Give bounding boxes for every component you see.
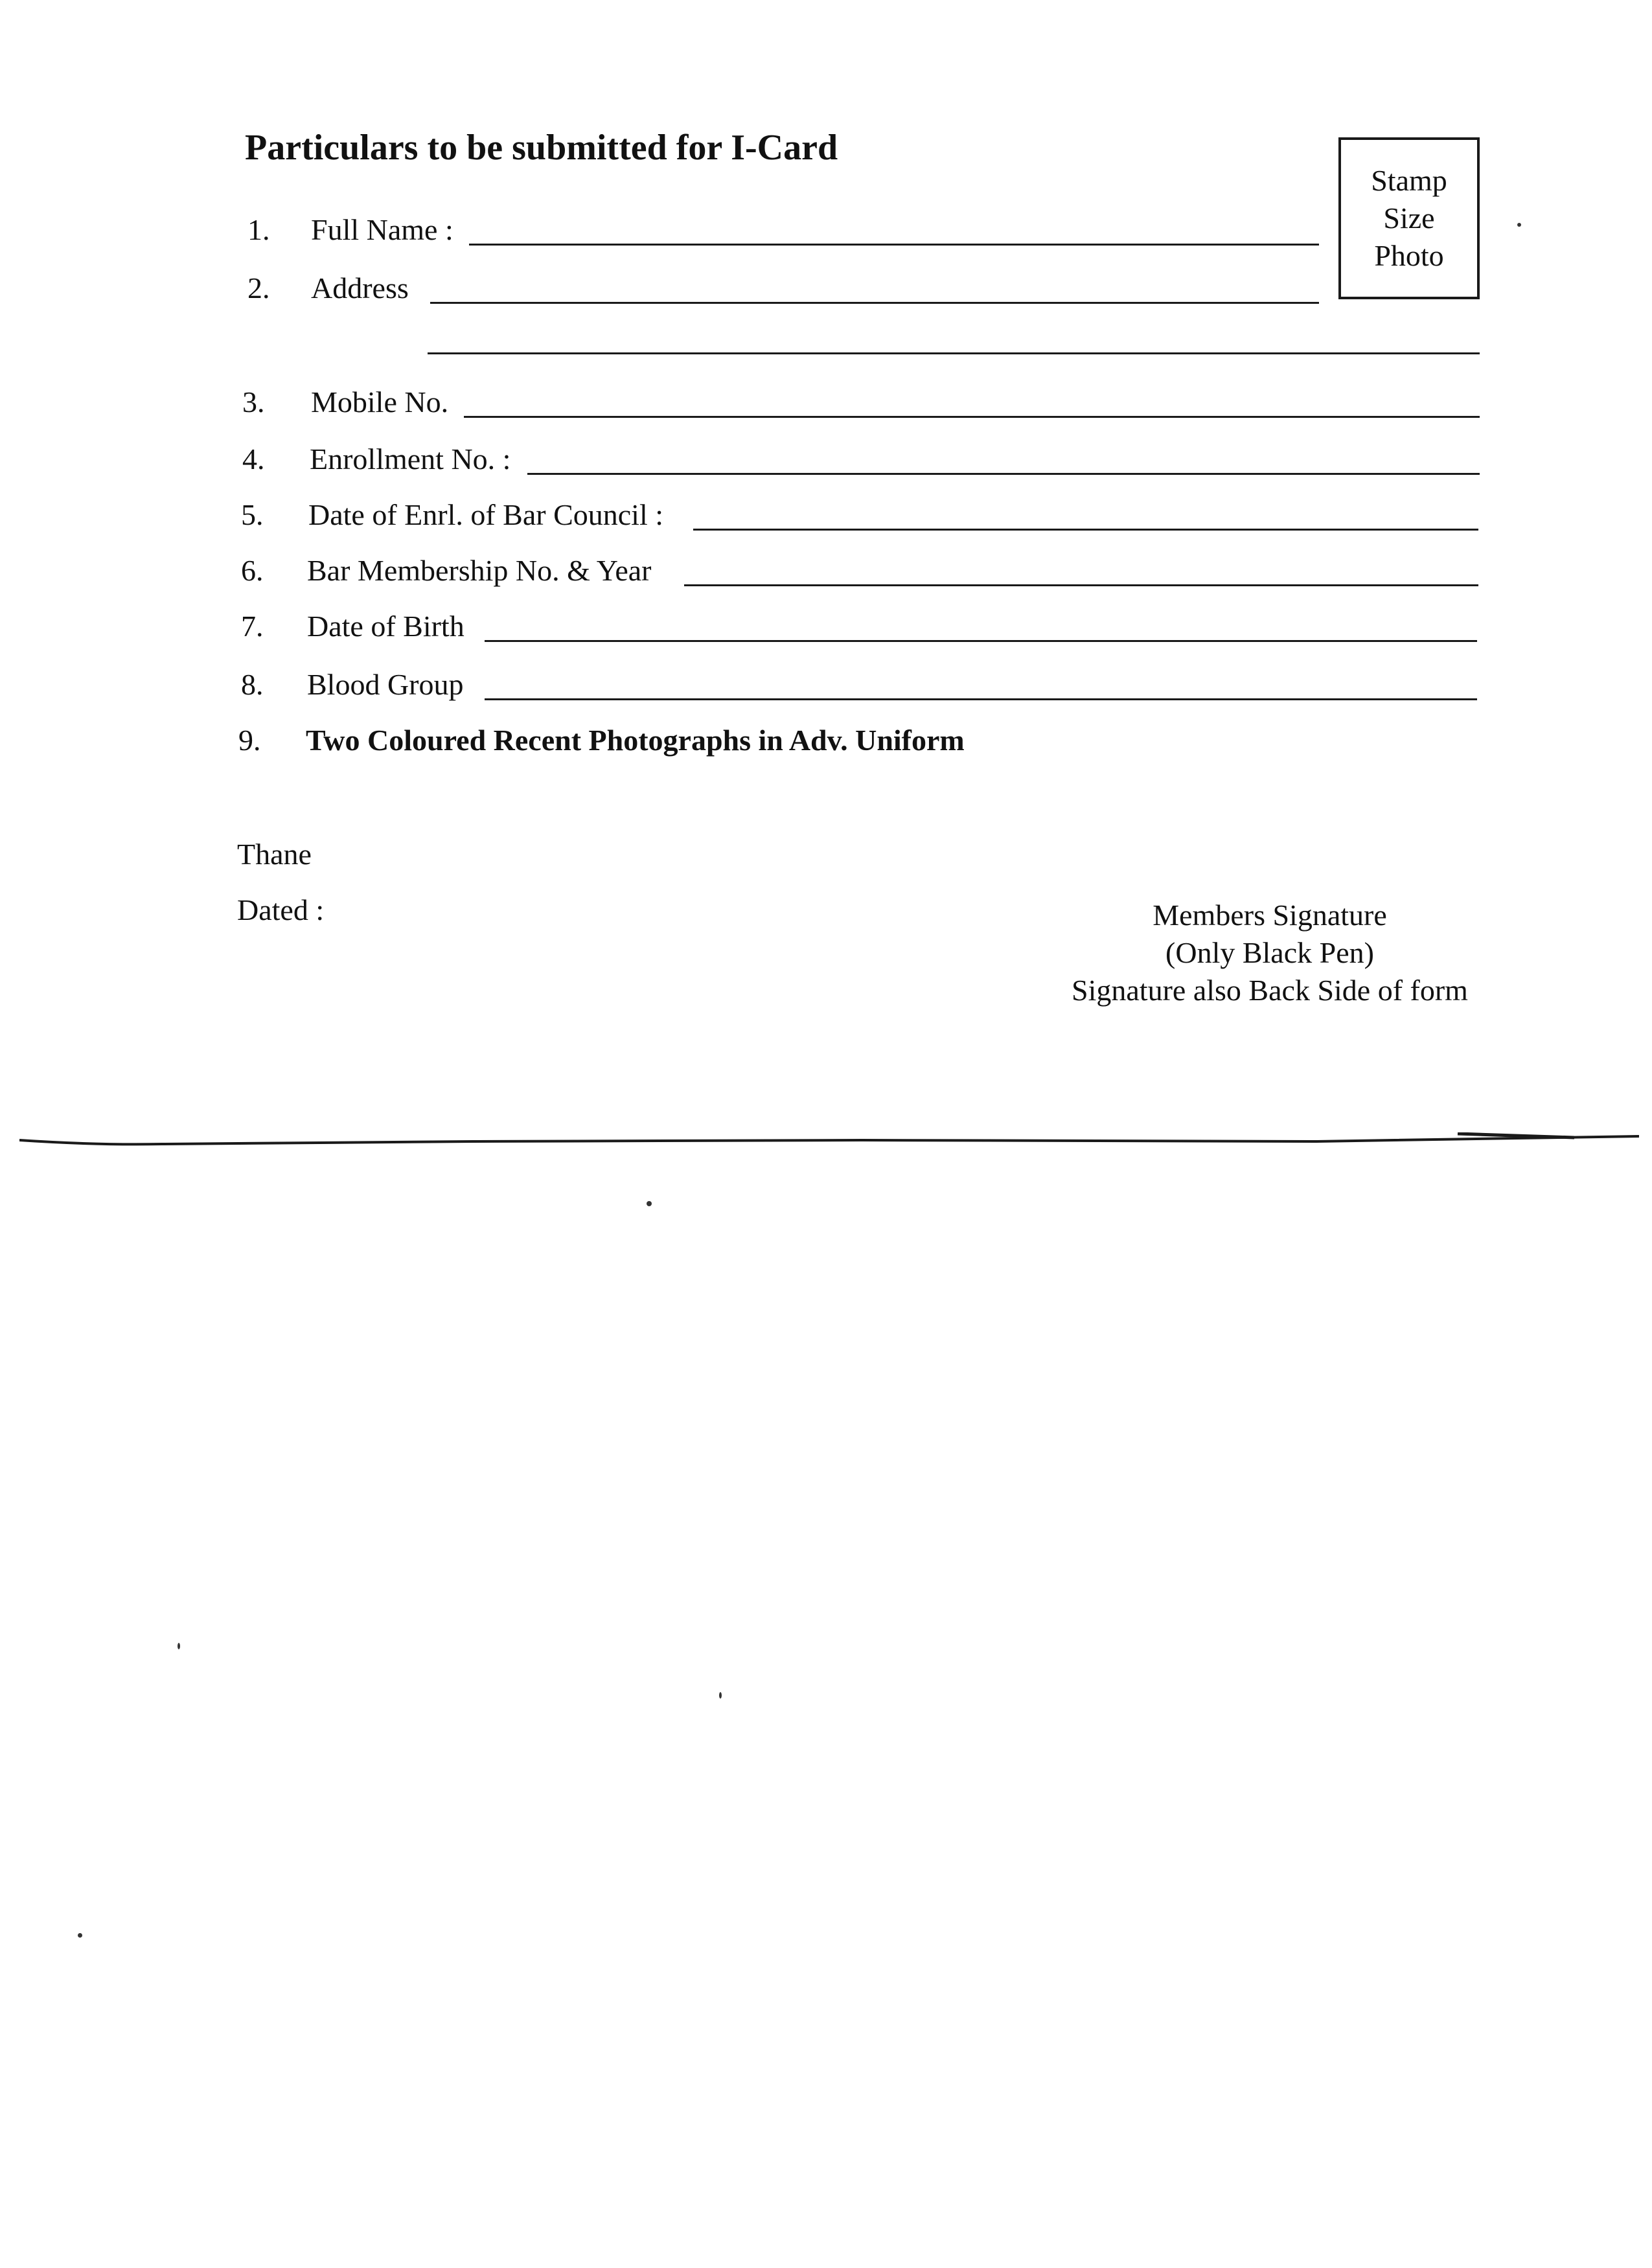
form-title: Particulars to be submitted for I-Card <box>245 128 838 168</box>
field-label: Two Coloured Recent Photographs in Adv. Uniform <box>306 724 965 757</box>
mobile-entry-line[interactable] <box>464 416 1480 418</box>
field-number: 5. <box>241 498 264 531</box>
field-label: Full Name : <box>311 213 453 246</box>
field-label: Blood Group <box>307 668 464 701</box>
stamp-photo-box <box>1338 137 1480 299</box>
field-number: 6. <box>241 554 264 587</box>
signature-block <box>1011 897 1529 1009</box>
signature-line-2: (Only Black Pen) <box>1165 936 1374 969</box>
field-number: 3. <box>242 385 265 418</box>
enrollment-entry-line[interactable] <box>527 473 1480 475</box>
field-label: Address <box>311 271 409 304</box>
bar-membership-entry-line[interactable] <box>684 584 1478 586</box>
field-label: Mobile No. <box>311 385 449 418</box>
scan-speck <box>647 1201 652 1206</box>
cut-line-divider <box>19 1132 1639 1152</box>
place-text: Thane <box>237 838 312 871</box>
scan-speck <box>78 1933 82 1938</box>
scan-speck <box>1517 223 1521 227</box>
blood-group-entry-line[interactable] <box>485 698 1477 700</box>
address-entry-line[interactable] <box>430 302 1319 304</box>
field-number: 8. <box>241 668 264 701</box>
field-label: Enrollment No. : <box>310 442 511 475</box>
photo-box-line-2: Size <box>1383 201 1435 235</box>
field-number: 9. <box>238 724 261 757</box>
field-number: 7. <box>241 610 264 643</box>
field-number: 2. <box>247 271 270 304</box>
address-entry-line-2[interactable] <box>428 352 1480 354</box>
field-number: 4. <box>242 442 265 475</box>
photo-box-line-1: Stamp <box>1371 164 1447 197</box>
scan-speck <box>178 1643 180 1649</box>
photo-box-line-3: Photo <box>1374 239 1444 272</box>
dated-label: Dated : <box>237 893 325 926</box>
signature-line-1: Members Signature <box>1153 899 1387 932</box>
field-label: Date of Birth <box>307 610 465 643</box>
field-label: Bar Membership No. & Year <box>307 554 652 587</box>
signature-line-3: Signature also Back Side of form <box>1072 974 1468 1007</box>
date-of-birth-entry-line[interactable] <box>485 640 1477 642</box>
bar-council-date-entry-line[interactable] <box>693 529 1478 531</box>
full-name-entry-line[interactable] <box>469 244 1319 246</box>
scan-speck <box>719 1692 722 1699</box>
field-number: 1. <box>247 213 270 246</box>
field-label: Date of Enrl. of Bar Council : <box>308 498 664 531</box>
